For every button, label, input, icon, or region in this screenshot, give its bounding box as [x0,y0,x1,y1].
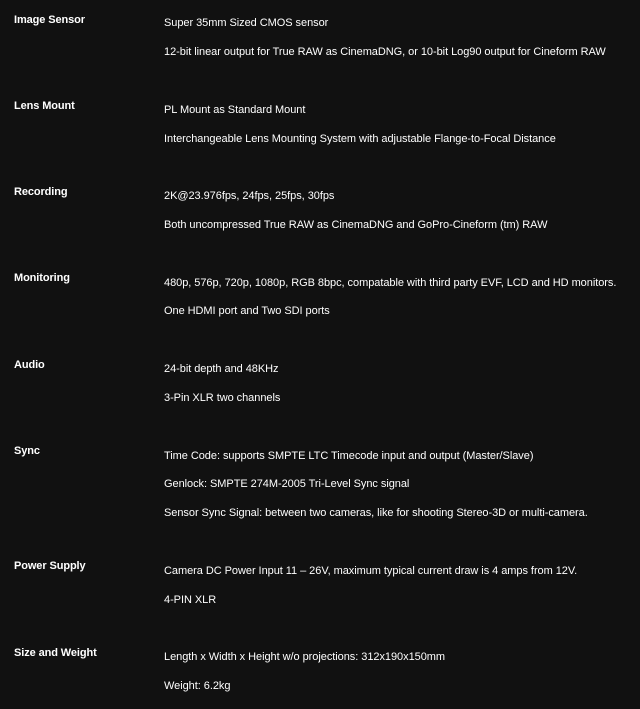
spec-value: Length x Width x Height w/o projections: 312x190x150mm [164,651,446,663]
spec-label: Audio [14,359,45,371]
spec-value: Sensor Sync Signal: between two cameras, like for shooting Stereo-3D or multi-camera. [164,507,588,519]
spec-value: 3-Pin XLR two channels [164,392,281,404]
spec-label: Recording [14,186,68,198]
spec-value: One HDMI port and Two SDI ports [164,305,330,317]
spec-value: PL Mount as Standard Mount [164,104,306,116]
spec-value: 2K@23.976fps, 24fps, 25fps, 30fps [164,190,335,202]
spec-value: Interchangeable Lens Mounting System with adjustable Flange-to-Focal Distance [164,133,556,145]
spec-value: Time Code: supports SMPTE LTC Timecode input and output (Master/Slave) [164,450,534,462]
spec-label: Power Supply [14,560,86,572]
spec-label: Image Sensor [14,14,85,26]
spec-value: Camera DC Power Input 11 – 26V, maximum typical current draw is 4 amps from 12V. [164,565,578,577]
spec-value: 12-bit linear output for True RAW as CinemaDNG, or 10-bit Log90 output for Cineform RAW [164,46,606,58]
spec-label: Size and Weight [14,647,97,659]
spec-value: 4-PIN XLR [164,594,217,606]
spec-value: 480p, 576p, 720p, 1080p, RGB 8bpc, compatable with third party EVF, LCD and HD monitors. [164,277,617,289]
spec-value: Both uncompressed True RAW as CinemaDNG and GoPro-Cineform (tm) RAW [164,219,548,231]
spec-label: Lens Mount [14,100,75,112]
spec-label: Sync [14,445,40,457]
spec-value: Genlock: SMPTE 274M-2005 Tri-Level Sync signal [164,478,410,490]
spec-value: 24-bit depth and 48KHz [164,363,279,375]
spec-value: Weight: 6.2kg [164,680,231,692]
spec-label: Monitoring [14,272,70,284]
spec-value: Super 35mm Sized CMOS sensor [164,17,329,29]
